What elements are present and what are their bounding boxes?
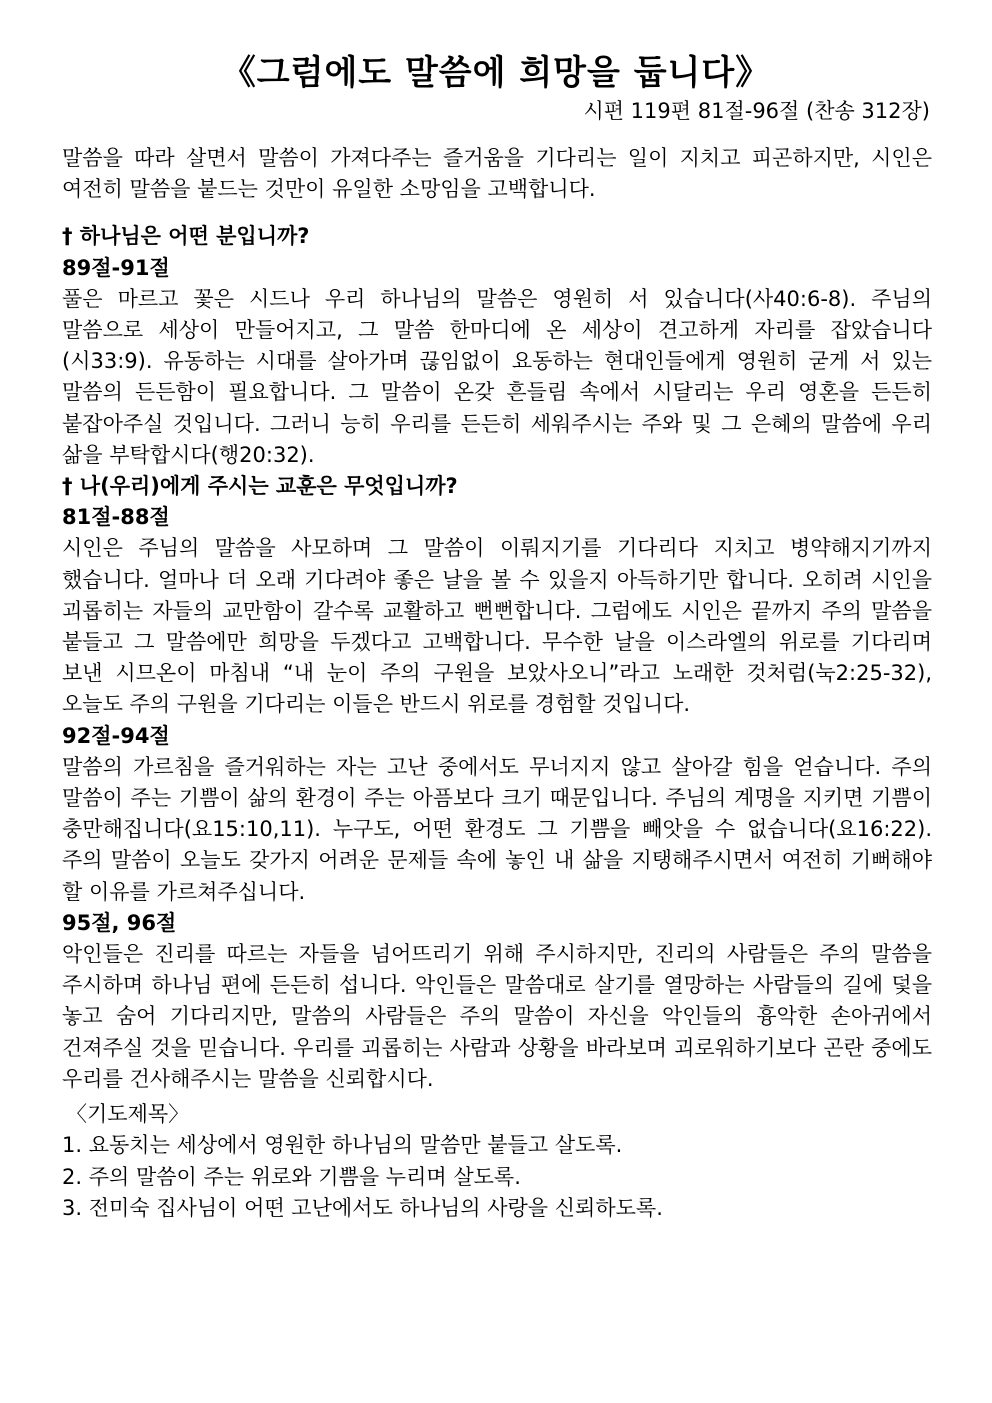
main-content xyxy=(62,143,932,1224)
section-paragraph: 풀은 마르고 꽃은 시드나 우리 하나님의 말씀은 영원히 서 있습니다(사40:6-8). 주님의 말씀으로 세상이 만들어지고, 그 말씀 한마디에 온 세상이 견고하게 자리를 잡았습니다(시33:9). 유동하는 시대를 살아가며 끊임없이 요동하는 현대인들에게 영원히 굳게 서 있는 말씀의 든든함이 필요합니다. 그 말씀이 온갖 흔들림 속에서 시달리는 우리 영혼을 든든히 붙잡아주실 것입니다. 그러니 능히 우리를 든든히 세워주시는 주와 및 그 은혜의 말씀에 우리 삶을 부탁합시다(행20:32). xyxy=(62,286,932,467)
verse-range: 81절-88절 xyxy=(62,505,170,530)
intro-paragraph: 말씀을 따라 살면서 말씀이 가져다주는 즐거움을 기다리는 일이 지치고 피곤하지만, 시인은 여전히 말씀을 붙드는 것만이 유일한 소망임을 고백합니다. xyxy=(62,146,932,202)
section-who-is-god xyxy=(62,221,932,471)
verse-range: 89절-91절 xyxy=(62,255,170,280)
prayer-title: 〈기도제목〉 xyxy=(66,1102,190,1127)
prayer-item: 3. 전미숙 집사님이 어떤 고난에서도 하나님의 사랑을 신뢰하도록. xyxy=(62,1195,663,1220)
section-paragraph: 악인들은 진리를 따르는 자들을 넘어뜨리기 위해 주시하지만, 진리의 사람들은 주의 말씀을 주시하며 하나님 편에 든든히 섭니다. 악인들은 말씀대로 살기를 열망하는 사람들의 길에 덫을 놓고 숨어 기다리지만, 말씀의 사람들은 주의 말씀이 자신을 악인들의 흉악한 손아귀에서 건져주실 것을 믿습니다. 우리를 괴롭히는 사람과 상황을 바라보며 괴로워하기보다 곤란 중에도 우리를 건사해주시는 말씀을 신뢰합시다. xyxy=(62,942,932,1091)
section-question: † 나(우리)에게 주시는 교훈은 무엇입니까? xyxy=(62,474,458,499)
section-paragraph: 시인은 주님의 말씀을 사모하며 그 말씀이 이뤄지기를 기다리다 지치고 병약해지기까지 했습니다. 얼마나 더 오래 기다려야 좋은 날을 볼 수 있을지 아득하기만 합니다. 오히려 시인을 괴롭히는 자들의 교만함이 갈수록 교활하고 뻔뻔합니다. 그럼에도 시인은 끝까지 주의 말씀을 붙들고 그 말씀에만 희망을 두겠다고 고백합니다. 무수한 날을 이스라엘의 위로를 기다리며 보낸 시므온이 마침내 “내 눈이 주의 구원을 보았사오니”라고 노래한 것처럼(눅2:25-32), 오늘도 주의 구원을 기다리는 이들은 반드시 위로를 경험할 것입니다. xyxy=(62,536,932,717)
section-question: † 하나님은 어떤 분입니까? xyxy=(62,224,310,249)
verse-range: 92절-94절 xyxy=(62,723,170,748)
page-title: 《그럼에도 말씀에 희망을 둡니다》 xyxy=(221,53,771,93)
prayer-item: 2. 주의 말씀이 주는 위로와 기쁨을 누리며 살도록. xyxy=(62,1164,521,1189)
scripture-reference: 시편 119편 81절-96절 (찬송 312장) xyxy=(583,99,930,123)
verse-range: 95절, 96절 xyxy=(62,910,177,935)
prayer-item: 1. 요동치는 세상에서 영원한 하나님의 말씀만 붙들고 살도록. xyxy=(62,1133,623,1158)
section-paragraph: 말씀의 가르침을 즐거워하는 자는 고난 중에서도 무너지지 않고 살아갈 힘을 얻습니다. 주의 말씀이 주는 기쁨이 삶의 환경이 주는 아픔보다 크기 때문입니다. 주님의 계명을 지키면 기쁨이 충만해집니다(요15:10,11). 누구도, 어떤 환경도 그 기쁨을 빼앗을 수 없습니다(요16:22). 주의 말씀이 오늘도 갖가지 어려운 문제들 속에 놓인 내 삶을 지탱해주시면서 여전히 기뻐해야 할 이유를 가르쳐주십니다. xyxy=(62,754,932,904)
prayer-list xyxy=(62,1130,932,1224)
prayer-section xyxy=(62,1099,932,1224)
section-lesson xyxy=(62,471,932,1095)
